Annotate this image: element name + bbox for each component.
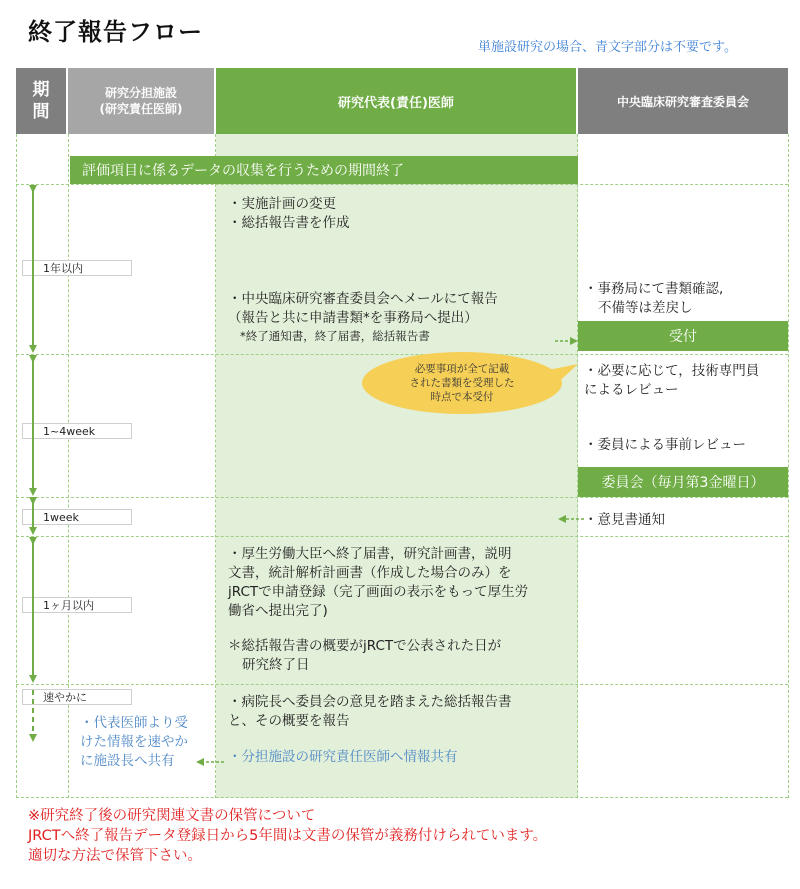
period-label: 1年以内 bbox=[22, 260, 132, 276]
bubble-line3: 時点で本受付 bbox=[430, 391, 494, 403]
grid-vline bbox=[577, 134, 578, 798]
acceptance-note-bubble bbox=[362, 352, 562, 414]
period-label: 1week bbox=[22, 509, 132, 525]
branch-share-line1: ・代表医師より受 bbox=[80, 715, 188, 731]
pi-step-jrct-line3: jRCTで申請登録（完了画面の表示をもって厚生労 bbox=[228, 584, 529, 600]
grid-hline bbox=[16, 354, 788, 355]
pi-step-share-info: ・分担施設の研究責任医師へ情報共有 bbox=[228, 749, 458, 765]
header-branch-line1: 研究分担施設 bbox=[104, 86, 177, 100]
header-principal-investigator: 研究代表(責任)医師 bbox=[216, 68, 576, 134]
bubble-line1: 必要事項が全て記載 bbox=[414, 363, 510, 375]
page-title: 終了報告フロー bbox=[28, 18, 203, 46]
period-label: 1~4week bbox=[22, 423, 132, 439]
committee-pre-review: ・委員による事前レビュー bbox=[584, 437, 746, 453]
branch-share-line2: けた情報を速やか bbox=[80, 734, 188, 750]
period-label: 速やかに bbox=[22, 689, 132, 705]
grid-hline bbox=[16, 797, 788, 798]
committee-expert-review-line1: ・必要に応じて，技術専門員 bbox=[584, 363, 760, 379]
pi-step-jrct-line4: 働省へ提出完了) bbox=[228, 603, 328, 619]
grid-hline bbox=[16, 497, 788, 498]
committee-accept-bar: 受付 bbox=[578, 321, 788, 351]
committee-doc-check-line2: 不備等は差戻し bbox=[598, 300, 693, 316]
pi-step-jrct-line1: ・厚生労働大臣へ終了届書，研究計画書，説明 bbox=[228, 546, 512, 562]
header-period-line1: 期 bbox=[32, 80, 50, 100]
committee-meeting-bar: 委員会（毎月第3金曜日） bbox=[578, 467, 788, 497]
header-period bbox=[16, 68, 66, 134]
header-review-committee: 中央臨床研究審査委員会 bbox=[578, 68, 788, 134]
pi-step-amend-plan: ・実施計画の変更 bbox=[228, 196, 336, 212]
committee-expert-review-line2: によるレビュー bbox=[584, 382, 679, 398]
footer-line3: 適切な方法で保管下さい。 bbox=[28, 848, 202, 864]
footer-line2: JRCTへ終了報告データ登録日から5年間は文書の保管が義務付けられています。 bbox=[28, 828, 548, 844]
grid-hline bbox=[16, 184, 788, 185]
single-site-note: 単施設研究の場合、青文字部分は不要です。 bbox=[478, 40, 737, 55]
footer-line1: ※研究終了後の研究関連文書の保管について bbox=[28, 808, 316, 824]
pi-step-report-director-line2: と、その概要を報告 bbox=[228, 713, 350, 729]
bubble-line2: された書類を受理した bbox=[409, 377, 515, 389]
grid-vline bbox=[16, 134, 17, 798]
header-period-line2: 間 bbox=[32, 102, 50, 122]
grid-vline bbox=[215, 134, 216, 798]
grid-hline bbox=[16, 684, 788, 685]
header-branch-line2: (研究責任医師) bbox=[99, 102, 183, 116]
data-collection-end-banner: 評価項目に係るデータの収集を行うための期間終了 bbox=[70, 156, 578, 184]
pi-step-end-date-line2: 研究終了日 bbox=[242, 657, 310, 673]
committee-doc-check-line1: ・事務局にて書類確認, bbox=[584, 281, 724, 297]
pi-step-doc-list: *終了通知書，終了届書，総括報告書 bbox=[240, 329, 430, 343]
header-branch-site bbox=[68, 68, 214, 134]
branch-share-line3: に施設長へ共有 bbox=[80, 753, 175, 769]
committee-opinion-notice: ・意見書通知 bbox=[584, 512, 665, 528]
pi-step-end-date-line1: ＊総括報告書の概要がjRCTで公表された日が bbox=[228, 638, 502, 654]
grid-vline bbox=[788, 134, 789, 798]
pi-step-email-report: ・中央臨床研究審査委員会へメールにて報告 bbox=[228, 291, 498, 307]
period-label: 1ヶ月以内 bbox=[22, 597, 132, 613]
grid-hline bbox=[16, 536, 788, 537]
footer-note bbox=[28, 806, 547, 866]
pi-step-report-director-line1: ・病院長へ委員会の意見を踏まえた総括報告書 bbox=[228, 694, 512, 710]
pi-step-jrct-line2: 文書，統計解析計画書（作成した場合のみ）を bbox=[228, 565, 512, 581]
pi-step-submit-docs: （報告と共に申請書類*を事務局へ提出） bbox=[228, 310, 478, 326]
pi-step-create-report: ・総括報告書を作成 bbox=[228, 215, 350, 231]
